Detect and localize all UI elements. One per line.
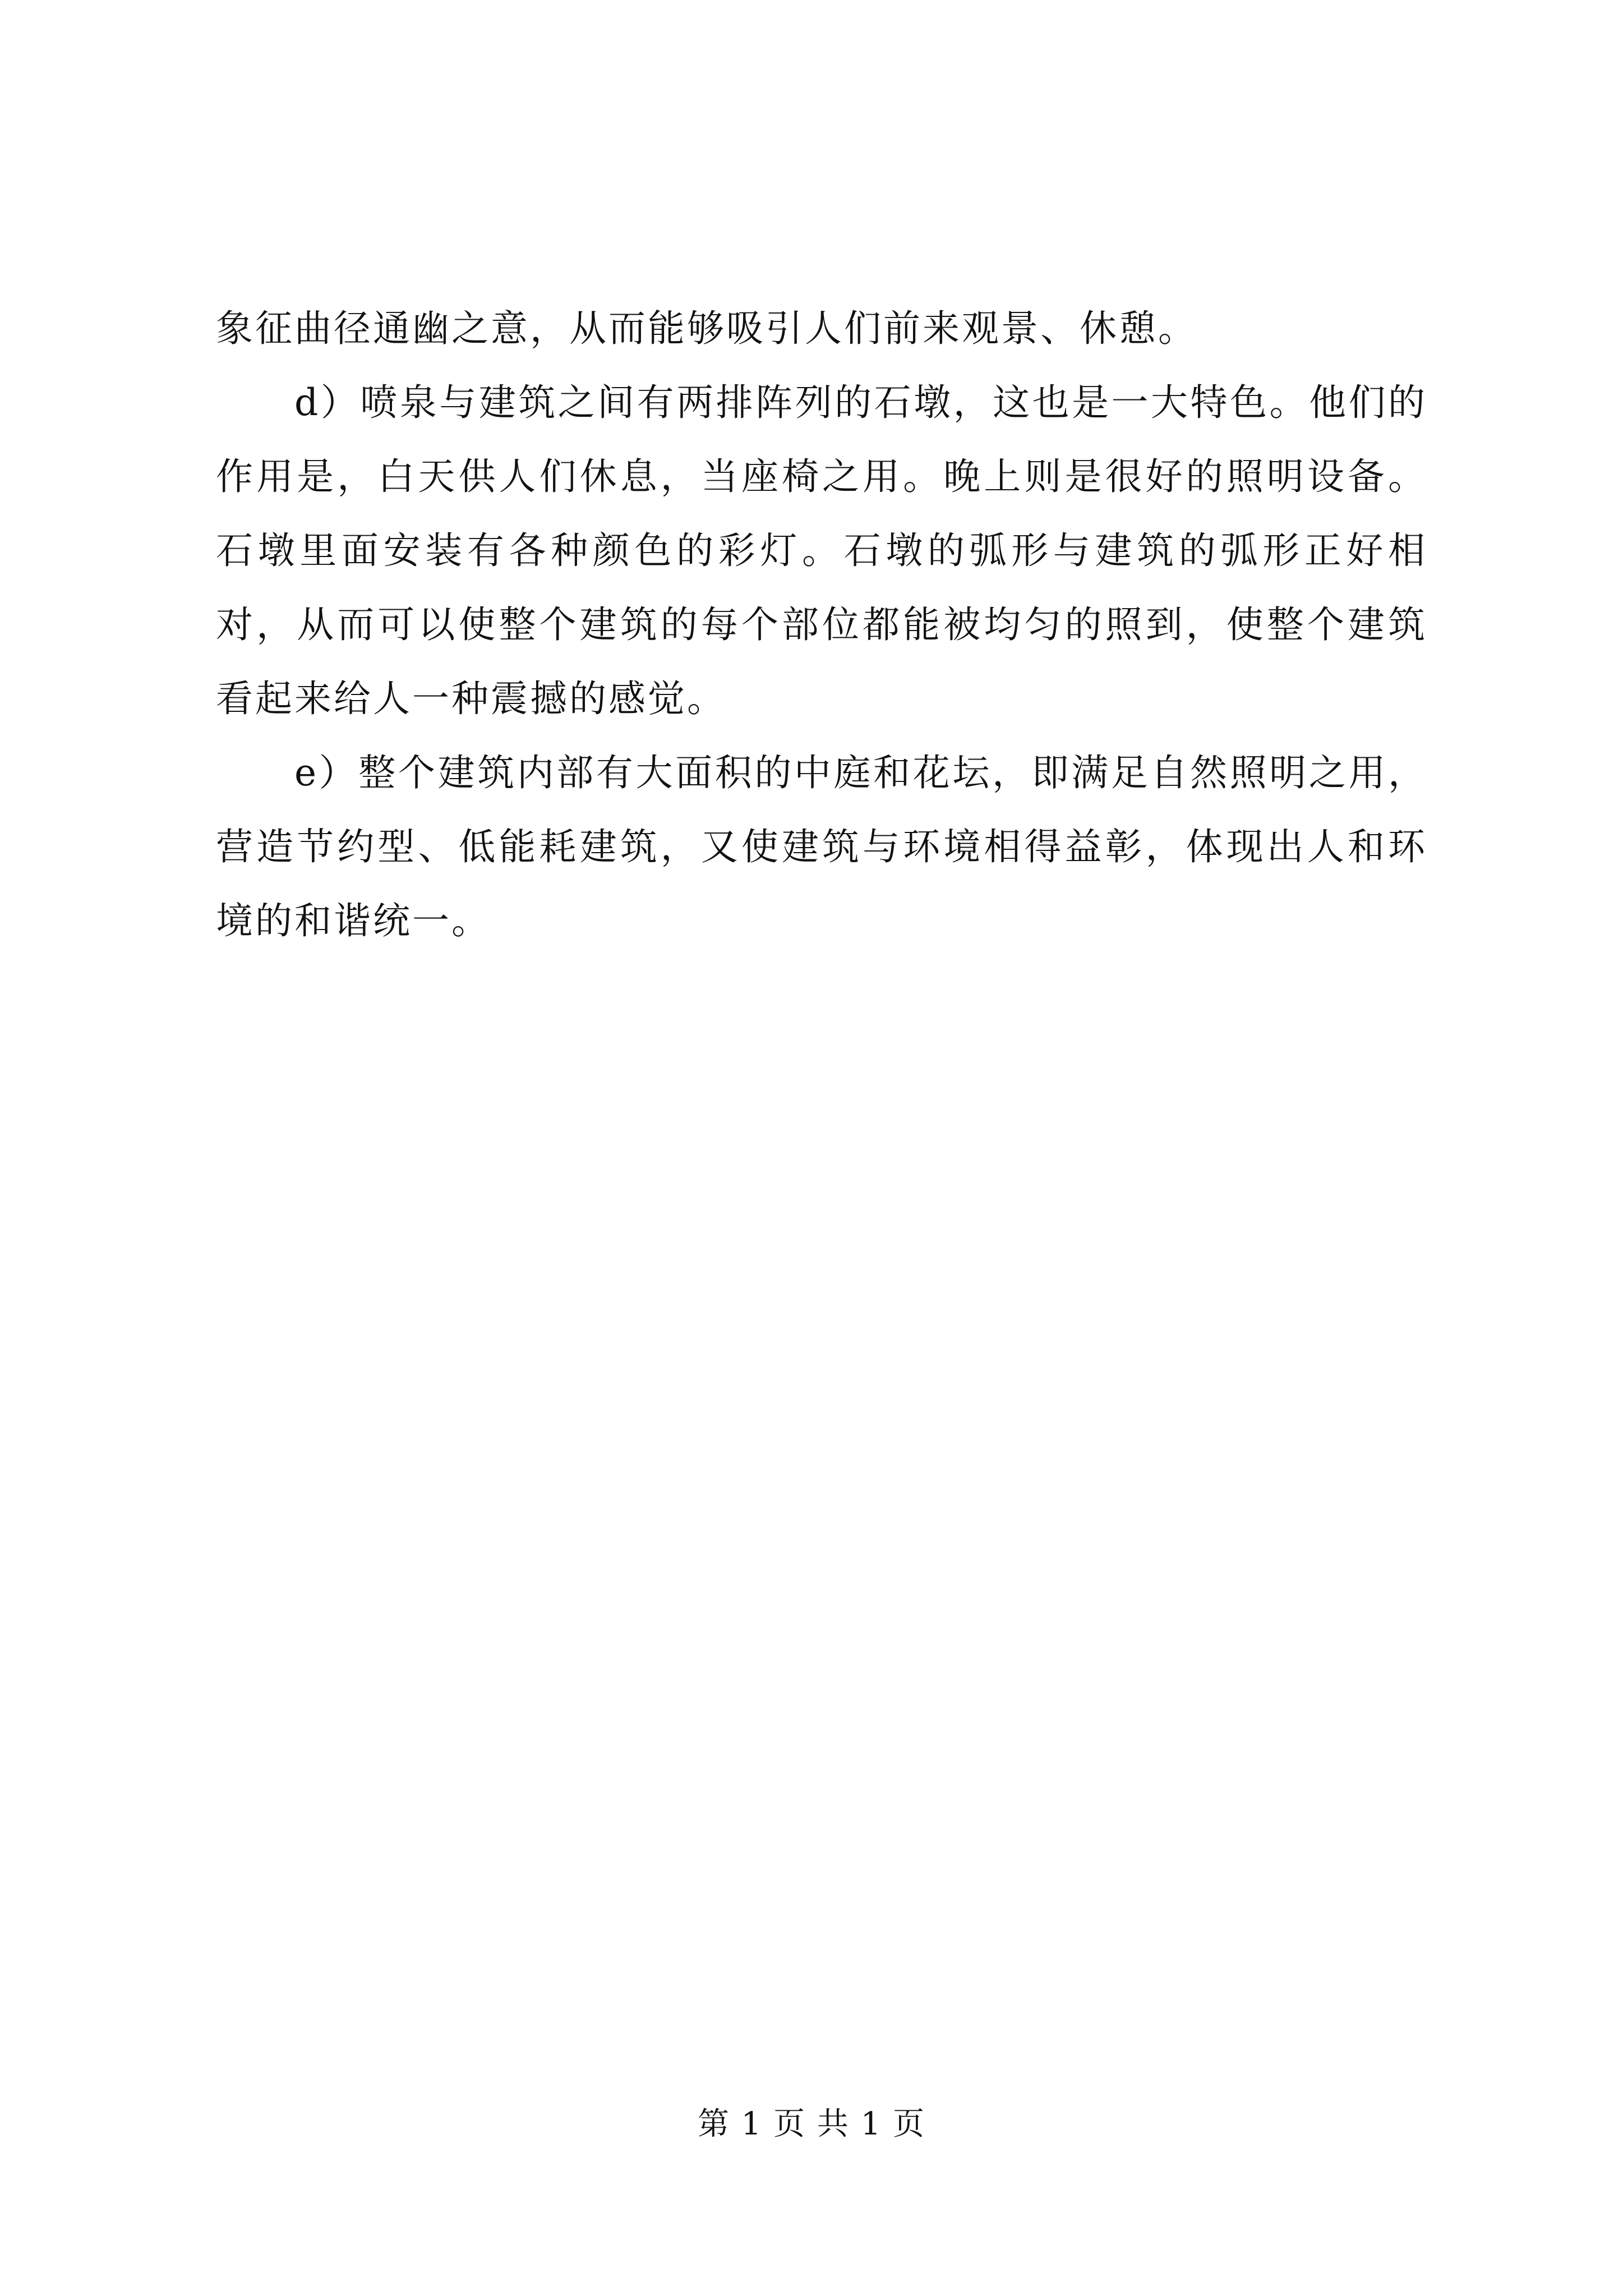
paragraph-continuation: 象征曲径通幽之意，从而能够吸引人们前来观景、休憩。 [216, 307, 1197, 350]
page-footer: 第 1 页 共 1 页 [697, 2106, 926, 2142]
paragraph-e-atrium: e）整个建筑内部有大面积的中庭和花坛，即满足自然照明之用，营造节约型、低能耗建筑，又使建筑与环境相得益彰，体现出人和环境的和谐统一。 [216, 751, 1427, 942]
paragraph-d-stone-piers: d）喷泉与建筑之间有两排阵列的石墩，这也是一大特色。他们的作用是，白天供人们休息，当座椅之用。晚上则是很好的照明设备。石墩里面安装有各种颜色的彩灯。石墩的弧形与建筑的弧形正好相对，从而可以使整个建筑的每个部位都能被均匀的照到，使整个建筑看起来给人一种震撼的感觉。 [216, 381, 1427, 720]
document-body [216, 292, 1427, 958]
